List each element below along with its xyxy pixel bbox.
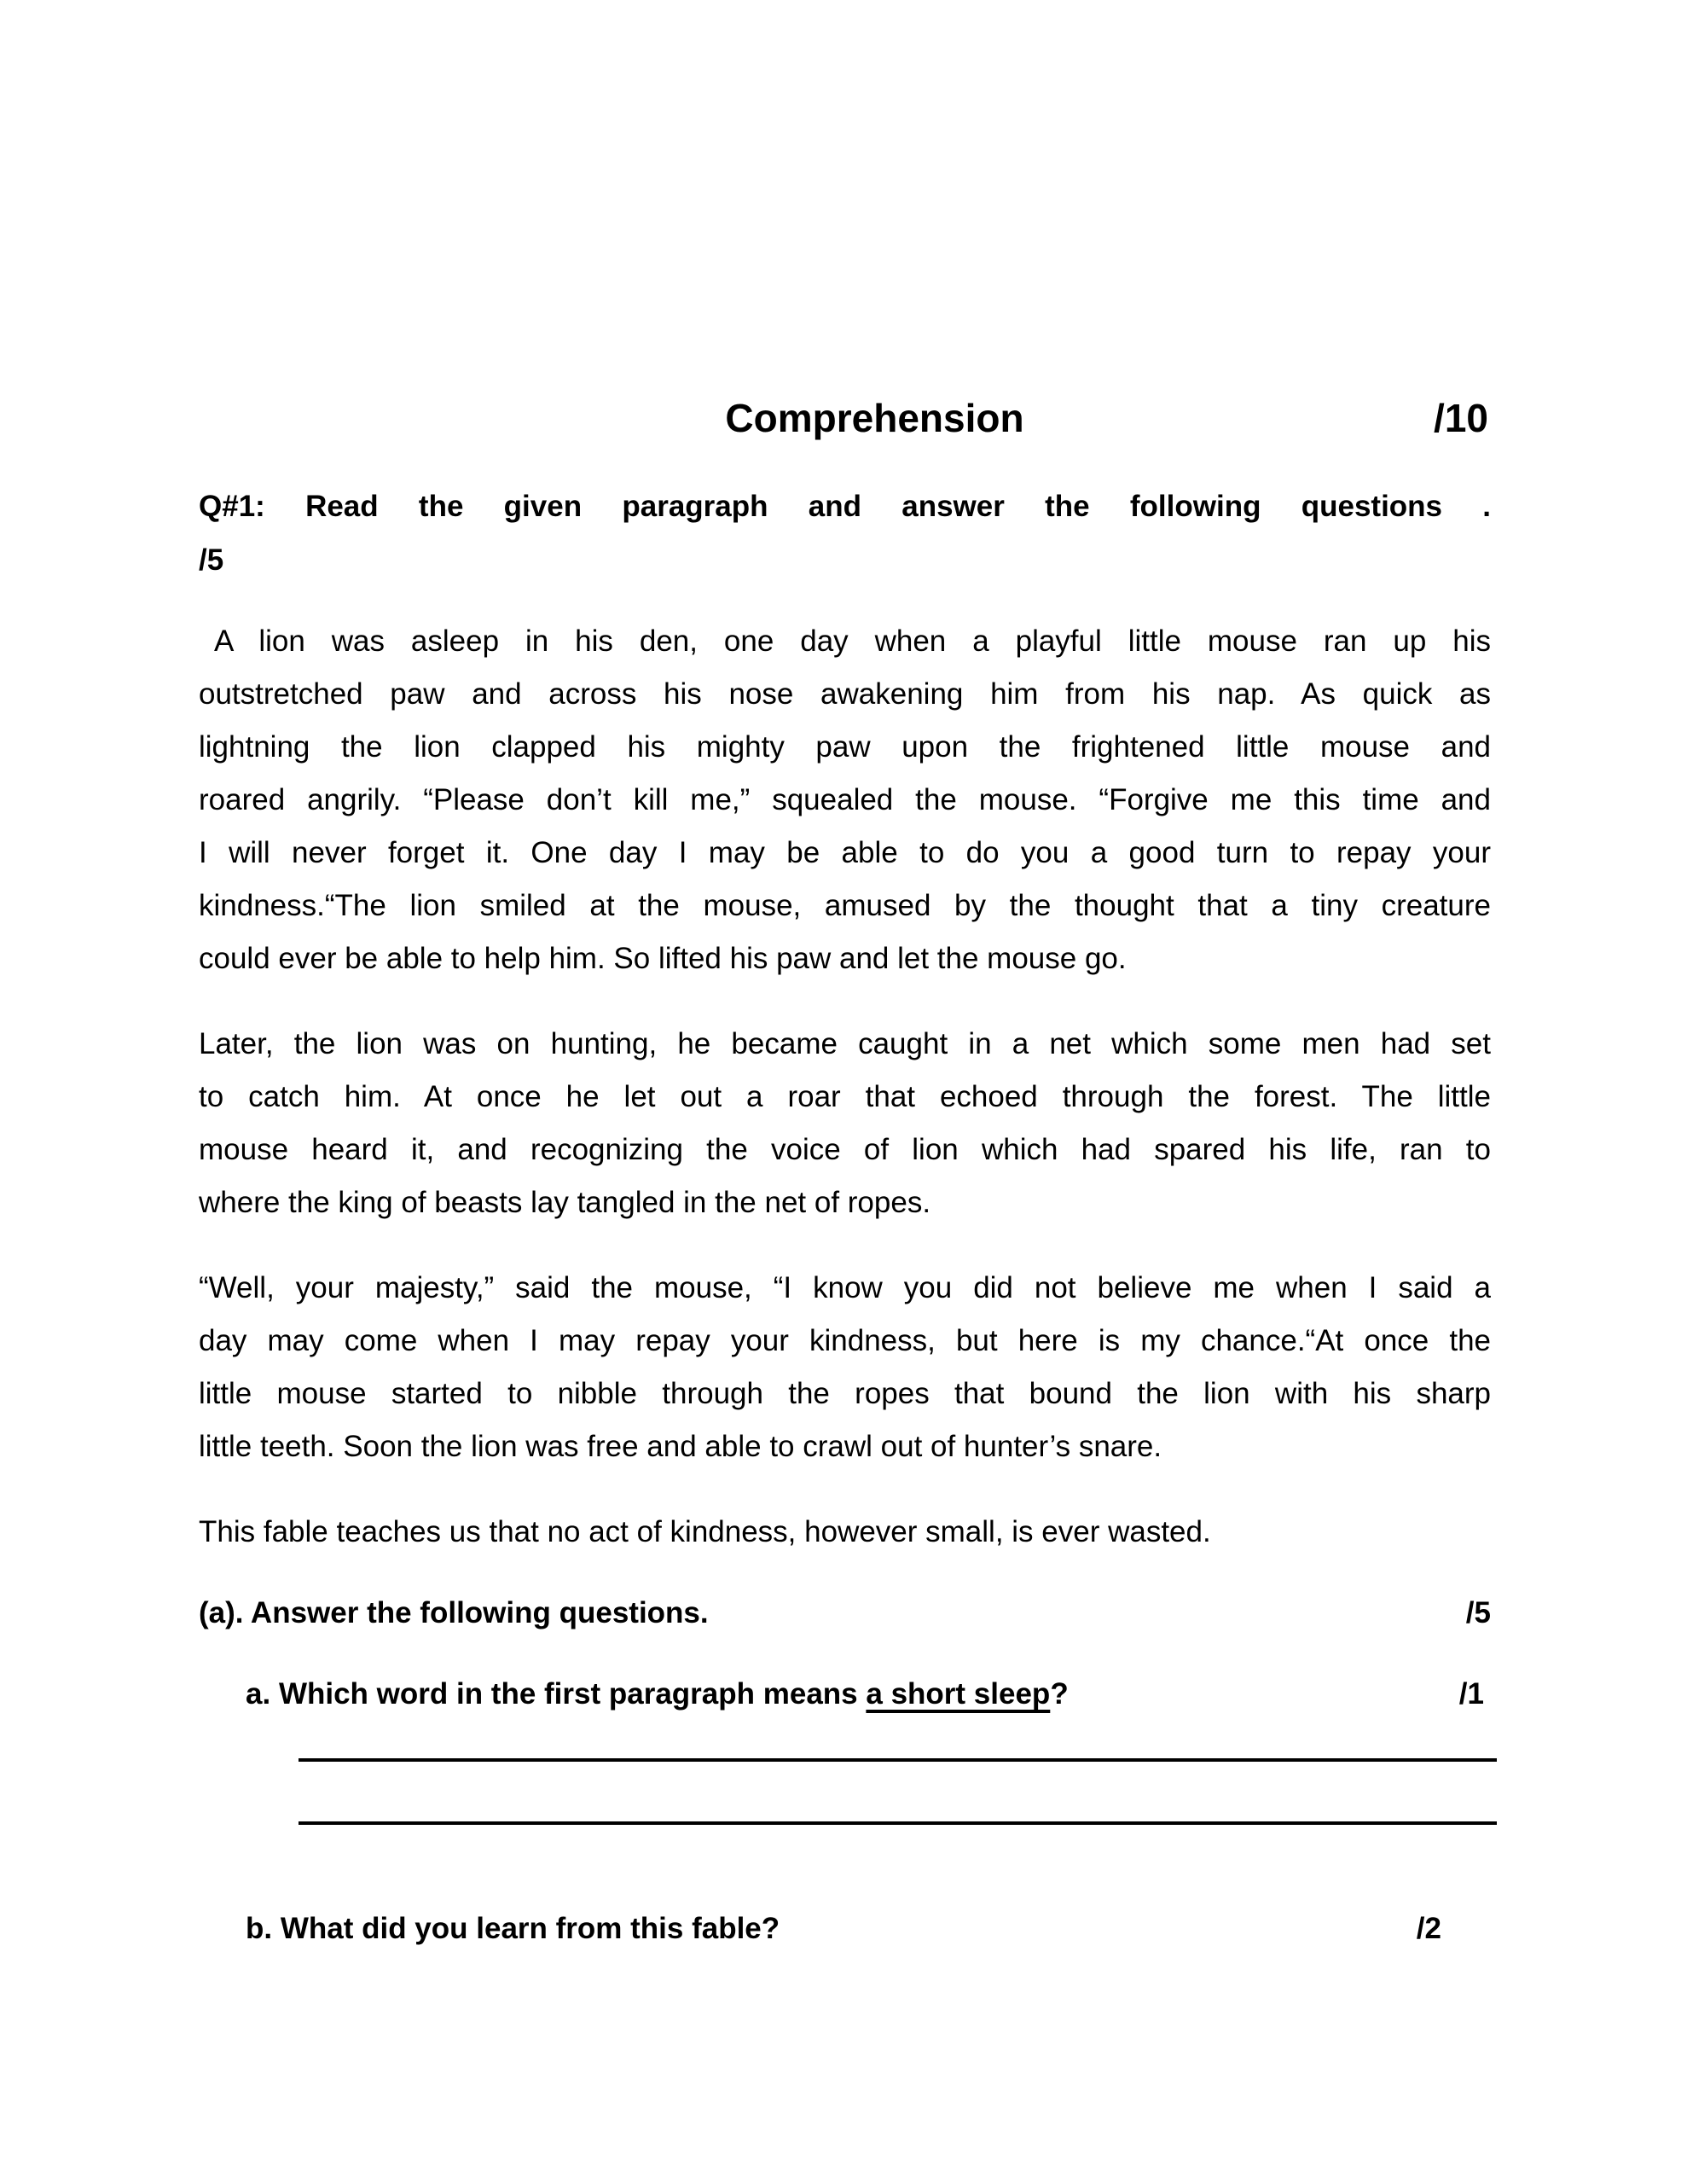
page-title: Comprehension	[725, 396, 1024, 440]
question-b-prompt: What did you learn from this fable?	[280, 1912, 780, 1945]
question-1-score: /5	[199, 543, 224, 577]
passage-line: mouse heard it, and recognizing the voice of lion which had spared his life, ran to	[199, 1133, 1491, 1166]
passage-line: roared angrily. “Please don’t kill me,” squealed the mouse. “Forgive me this time and	[199, 783, 1491, 816]
passage-line: little teeth. Soon the lion was free and able to crawl out of hunter’s snare.	[199, 1430, 1162, 1463]
passage-line: day may come when I may repay your kindness, but here is my chance.“At once the	[199, 1324, 1491, 1357]
answer-writing-line	[299, 1721, 1497, 1762]
passage-line: little mouse started to nibble through the ropes that bound the lion with his sharp	[199, 1377, 1491, 1410]
question-b-text	[246, 1902, 780, 1955]
passage-paragraph	[199, 1262, 1491, 1473]
question-a-underlined-phrase: a short sleep	[866, 1677, 1051, 1711]
question-a-number: a.	[246, 1677, 271, 1711]
passage-line: A lion was asleep in his den, one day when a playful little mouse ran up his	[214, 624, 1491, 658]
question-a-score: /1	[1458, 1677, 1484, 1711]
section-a-heading	[199, 1587, 1491, 1640]
answer-writing-line	[299, 1762, 1497, 1825]
passage-line: Later, the lion was on hunting, he became caught in a net which some men had set	[199, 1027, 1491, 1060]
reading-passage	[199, 615, 1491, 1559]
section-a-label: (a). Answer the following questions.	[199, 1596, 709, 1629]
question-a-prompt: Which word in the first paragraph means	[278, 1677, 858, 1711]
total-score: /10	[1434, 396, 1488, 440]
question-a-suffix: ?	[1050, 1677, 1069, 1711]
passage-line: “Well, your majesty,” said the mouse, “I know you did not believe me when I said a	[199, 1271, 1491, 1304]
passage-line: could ever be able to help him. So lifted his paw and let the mouse go.	[199, 942, 1127, 975]
section-a-score: /5	[1465, 1596, 1491, 1629]
question-a-text	[246, 1668, 1069, 1721]
question-b-number: b.	[246, 1912, 273, 1945]
question-b-score: /2	[1416, 1912, 1441, 1945]
passage-line: kindness.“The lion smiled at the mouse, amused by the thought that a tiny creature	[199, 889, 1491, 922]
passage-paragraph	[199, 1506, 1491, 1559]
passage-line: This fable teaches us that no act of kindness, however small, is ever wasted.	[199, 1515, 1211, 1548]
passage-line: I will never forget it. One day I may be able to do you a good turn to repay your	[199, 836, 1491, 869]
passage-paragraph	[199, 615, 1491, 985]
question-1-heading	[199, 479, 1491, 587]
passage-line: where the king of beasts lay tangled in the net of ropes.	[199, 1186, 931, 1219]
question-b	[199, 1902, 1491, 1955]
answer-lines	[199, 1721, 1491, 1825]
passage-line: outstretched paw and across his nose awakening him from his nap. As quick as	[199, 677, 1491, 711]
header	[199, 394, 1491, 442]
passage-line: to catch him. At once he let out a roar that echoed through the forest. The little	[199, 1080, 1491, 1113]
passage-paragraph	[199, 1018, 1491, 1229]
question-1-instruction: Q#1: Read the given paragraph and answer the following questions .	[199, 490, 1491, 523]
passage-line: lightning the lion clapped his mighty paw upon the frightened little mouse and	[199, 730, 1491, 764]
question-a	[199, 1668, 1491, 1721]
